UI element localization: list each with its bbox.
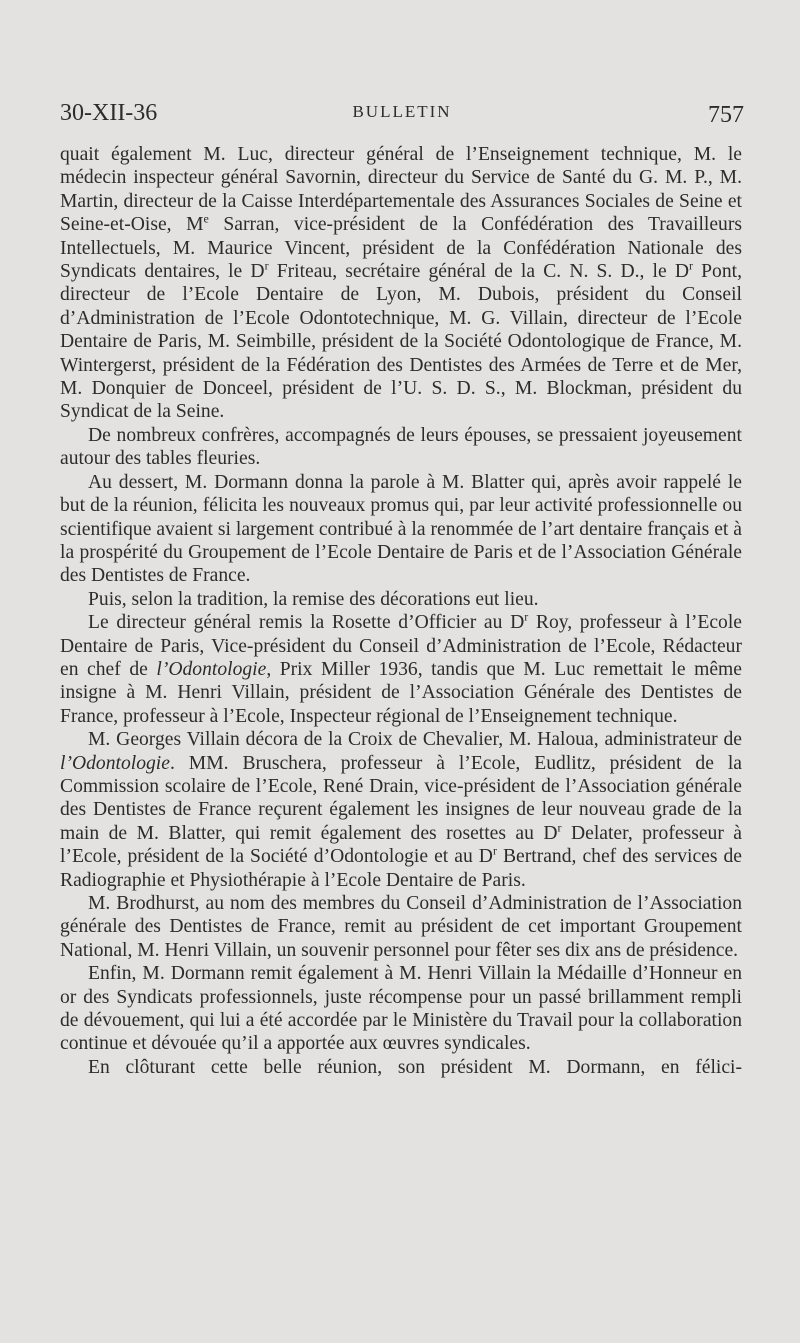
paragraph-text: Le directeur général remis la Rosette d’Officier au D (88, 612, 525, 634)
superscript: r (264, 258, 269, 273)
paragraph (60, 892, 742, 962)
paragraph-text: Au dessert, M. Dormann donna la parole à M. Blatter qui, après avoir rappelé le but de la réunion, félicita les nouveaux promus qui, par leur activité professionnelle ou scientifique avaient si largement contribué à la renommée de l’art dentaire français et à la prospérité du Groupement de l’Ecole Dentaire de Paris et de l’Association Générale des Dentistes de France. (60, 471, 742, 587)
paragraph-text: M. Georges Villain décora de la Croix de Chevalier, M. Haloua, administrateur de (88, 729, 742, 751)
paragraph-text: Friteau, secrétaire général de la C. N. S. D., le D (268, 261, 689, 283)
paragraph (60, 962, 742, 1056)
superscript: r (557, 820, 562, 835)
paragraph (60, 728, 742, 892)
issue-date: 30-XII-36 (60, 100, 158, 126)
paragraph (60, 1056, 742, 1079)
paragraph-text: Delater, professeur à l’Ecole, président de la Société d’Odontologie et au D (60, 822, 742, 868)
paragraph-text: M. Brodhurst, au nom des membres du Conseil d’Administration de l’Association générale des Dentistes de France, remit au président de cet important Groupement National, M. Henri Villain, un souvenir personnel pour fêter ses dix ans de présidence. (60, 893, 742, 961)
running-title: BULLETIN (352, 102, 452, 121)
superscript: r (689, 258, 693, 273)
paragraph (60, 588, 742, 611)
paragraph-text: Pont, directeur de l’Ecole Dentaire de Lyon, M. Dubois, président du Conseil d’Administration de l’Ecole Odontotechnique, M. G. Villain, directeur de l’Ecole Dentaire de Paris, M. Seimbille, président de la Société Odontologique de France, M. Wintergerst, président de la Fédération des Dentistes des Armées de Terre et de Mer, M. Donquier de Donceel, président de l’U. S. D. S., M. Blockman, président du Syndicat de la Seine. (60, 261, 742, 423)
paragraph-text: , Prix Miller 1936, tandis que M. Luc remettait le même insigne à M. Henri Villain, président de l’Association Générale des Dentistes de France, professeur à l’Ecole, Inspecteur régional de l’Enseignement technique. (60, 658, 742, 727)
paragraph-text: Roy, professeur à l’Ecole Dentaire de Paris, Vice-président du Conseil d’Administration de l’Ecole, Rédacteur en chef de (60, 612, 742, 680)
paragraph-text: quait également M. Luc, directeur général de l’Enseignement technique, M. le médecin inspecteur général Savornin, directeur du Service de Santé du G. M. P., M. Martin, directeur de la Caisse Interdépartementale des Assurances Sociales de Seine et Seine-et-Oise, M (60, 144, 742, 236)
italic-title: l’Odontologie (156, 658, 267, 680)
paragraph-text: Bertrand, chef des services de Radiographie et Physiothérapie à l’Ecole Dentaire de Paris. (60, 846, 742, 891)
paragraph-text: Sarran, vice-président de la Confédération des Travailleurs Intellectuels, M. Maurice Vincent, président de la Confédération Nationale des Syndicats dentaires, le D (60, 214, 742, 283)
paragraph-text: . MM. Bruschera, professeur à l’Ecole, Eudlitz, président de la Commission scolaire de l’Ecole, René Drain, vice-président de l’Association générale des Dentistes de France reçurent également les insignes de leur nouveau grade de la main de M. Blatter, qui remit également des rosettes au D (60, 752, 742, 844)
paragraph (60, 424, 742, 471)
page-number: 757 (708, 102, 744, 128)
italic-title: l’Odontologie (60, 752, 170, 774)
superscript: r (492, 843, 497, 858)
running-header (60, 96, 744, 130)
paragraph-text: En clôturant cette belle réunion, son président M. Dormann, en félici- (88, 1056, 742, 1078)
superscript: e (203, 211, 209, 226)
superscript: r (524, 609, 529, 624)
paragraph-text: Enfin, M. Dormann remit également à M. Henri Villain la Médaille d’Honneur en or des Syndicats professionnels, juste récompense pour un passé brillamment rempli de dévouement, qui lui a été accordée par le Ministère du Travail pour la collaboration continue et dévouée qu’il a apportée aux œuvres syndicales. (60, 963, 742, 1055)
article-body (60, 143, 742, 1079)
paragraph (60, 143, 742, 424)
paragraph (60, 611, 742, 728)
paragraph-text: De nombreux confrères, accompagnés de leurs épouses, se pressaient joyeusement autour des tables fleuries. (60, 424, 742, 470)
paragraph-text: Puis, selon la tradition, la remise des décorations eut lieu. (88, 588, 539, 610)
paragraph (60, 471, 742, 588)
